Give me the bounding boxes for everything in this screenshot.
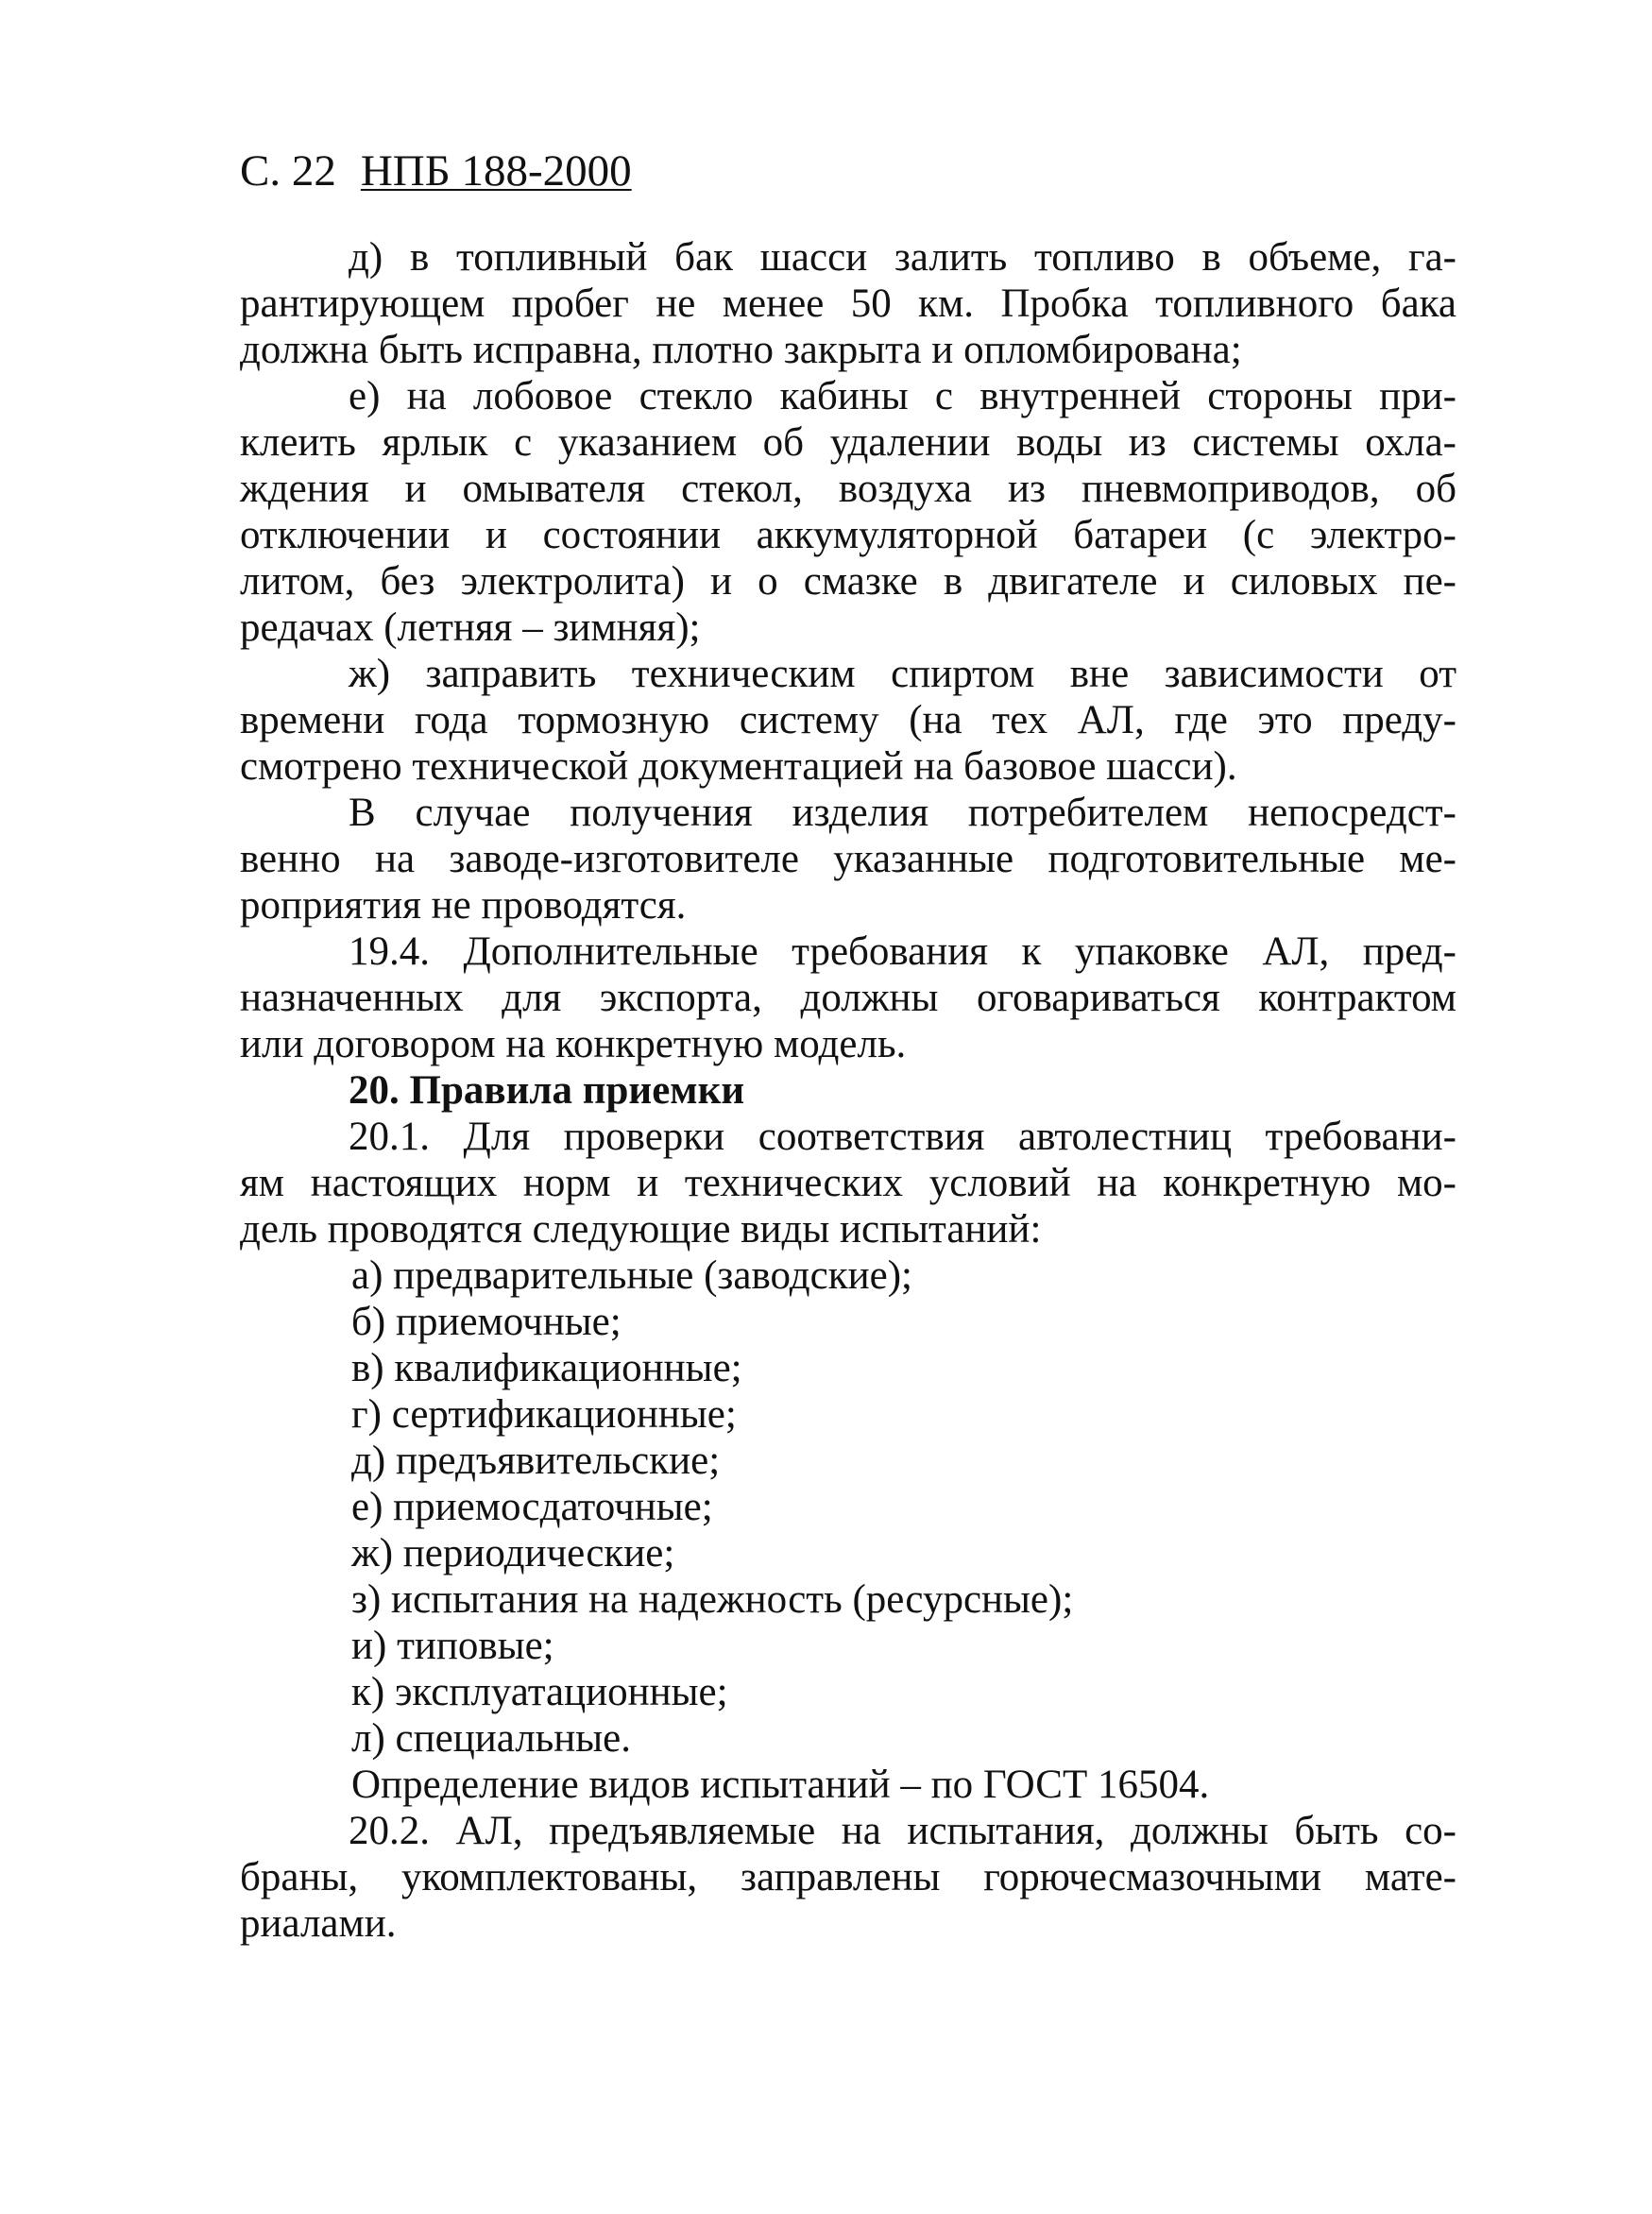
section-heading: 20. Правила приемки <box>349 1068 745 1113</box>
text-line: должна быть исправна, плотно закрыта и опломбирована; <box>240 328 1242 372</box>
paragraph-item-d <box>240 234 1456 373</box>
text-line: или договором на конкретную модель. <box>240 1022 907 1066</box>
page-header <box>240 145 632 197</box>
text-line: клеить ярлык с указанием об удалении воды из системы охла- <box>240 420 1456 465</box>
paragraph-20-1 <box>240 1114 1456 1252</box>
text-line: браны, укомплектованы, заправлены горючесмазочными мате- <box>240 1855 1456 1899</box>
list-item: г) сертификационные; <box>351 1392 737 1437</box>
list-item: е) приемосдаточные; <box>351 1485 713 1529</box>
document-body <box>240 234 1456 1947</box>
list-item: к) эксплуатационные; <box>351 1670 728 1714</box>
text-line: 19.4. Дополнительные требования к упаковке АЛ, пред- <box>349 929 1456 974</box>
text-line: отключении и состоянии аккумуляторной батареи (с электро- <box>240 513 1456 557</box>
text-line: 20.2. АЛ, предъявляемые на испытания, должны быть со- <box>349 1809 1456 1853</box>
text-line: роприятия не проводятся. <box>240 883 687 928</box>
text-line: ж) заправить техническим спиртом вне зависимости от <box>349 652 1456 696</box>
text-line: назначенных для экспорта, должны оговариваться контрактом <box>240 976 1456 1020</box>
text-line: времени года тормозную систему (на тех АЛ, где это преду- <box>240 698 1456 742</box>
list-item: д) предъявительские; <box>351 1439 721 1483</box>
text-line: В случае получения изделия потребителем непосредст- <box>349 791 1456 835</box>
list-item: в) квалификационные; <box>351 1346 742 1390</box>
text-line: венно на заводе-изготовителе указанные подготовительные ме- <box>240 837 1456 881</box>
list-item: а) предварительные (заводские); <box>351 1253 912 1298</box>
list-item: б) приемочные; <box>351 1300 622 1344</box>
test-types-list <box>240 1252 1456 1762</box>
text-line: смотрено технической документацией на базовое шасси). <box>240 744 1237 789</box>
text-line: ям настоящих норм и технических условий на конкретную мо- <box>240 1161 1456 1205</box>
list-item: з) испытания на надежность (ресурсные); <box>351 1577 1074 1622</box>
text-line: е) на лобовое стекло кабины с внутренней стороны при- <box>349 374 1456 418</box>
paragraph-note <box>240 790 1456 928</box>
list-item: л) специальные. <box>351 1716 632 1761</box>
list-item: и) типовые; <box>351 1624 554 1668</box>
text-line: рантирующем пробег не менее 50 км. Пробка топливного бака <box>240 281 1456 326</box>
paragraph-20-2 <box>240 1808 1456 1947</box>
text-line: редачах (летняя – зимняя); <box>240 605 701 650</box>
text-line: риалами. <box>240 1901 397 1946</box>
page-number: С. 22 <box>240 146 336 196</box>
text-line: ждения и омывателя стекол, воздуха из пневмоприводов, об <box>240 467 1456 511</box>
text-line: дель проводятся следующие виды испытаний: <box>240 1207 1042 1252</box>
text-line: литом, без электролита) и о смазке в двигателе и силовых пе- <box>240 559 1456 604</box>
text-line: д) в топливный бак шасси залить топливо в объеме, га- <box>349 235 1456 280</box>
paragraph-item-zh <box>240 651 1456 790</box>
paragraph-19-4 <box>240 928 1456 1067</box>
standard-number: НПБ 188-2000 <box>360 146 632 196</box>
text-line: 20.1. Для проверки соответствия автолестниц требовани- <box>349 1115 1456 1159</box>
paragraph-item-e <box>240 373 1456 651</box>
definition-line: Определение видов испытаний – по ГОСТ 16504. <box>351 1763 1210 1807</box>
list-item: ж) периодические; <box>351 1531 675 1575</box>
